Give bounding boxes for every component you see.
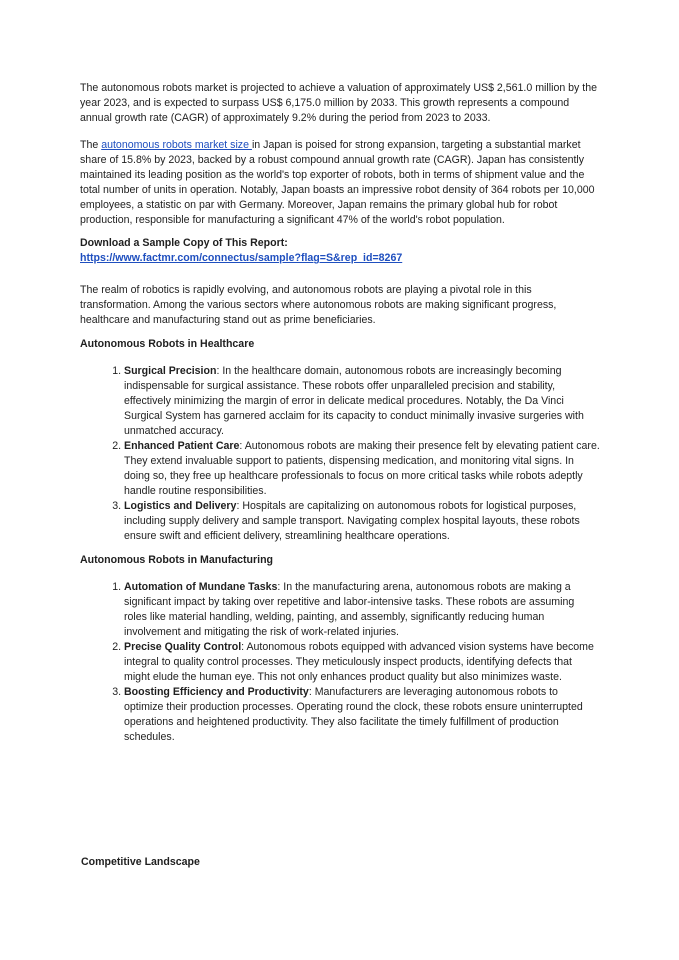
list-item-title: Logistics and Delivery xyxy=(124,500,237,512)
intro-paragraph-2-prefix: The xyxy=(80,139,102,151)
list-item xyxy=(124,499,600,544)
list-item-title: Enhanced Patient Care xyxy=(124,440,240,452)
download-sample-label: Download a Sample Copy of This Report: xyxy=(80,237,288,249)
intro-paragraph-2-text: in Japan is poised for strong expansion, targeting a substantial market share of 15.8% by 2023, backed by a robust compound annual growth rate (CAGR). Japan has consistently maintained its leading position as the world's top exporter of robots, both in terms of shipment value and the total number of units in operation. Notably, Japan boasts an impressive robot density of 364 robots per 10,000 employees, a statistic on par with Germany. Moreover, Japan remains the primary global hub for robot production, responsible for manufacturing a significant 47% of the world's robot population. xyxy=(80,139,595,226)
manufacturing-heading: Autonomous Robots in Manufacturing xyxy=(80,554,274,566)
list-item xyxy=(124,640,600,685)
list-item-text: : Manufacturers are leveraging autonomous robots to optimize their production processes. Operating round the clock, these robots ensure uninterrupted operations and heightened productivity. They also facilitate the timely fulfillment of production schedules. xyxy=(124,686,583,743)
healthcare-heading: Autonomous Robots in Healthcare xyxy=(80,338,255,350)
list-item-title: Automation of Mundane Tasks xyxy=(124,581,278,593)
list-item-text: : Hospitals are capitalizing on autonomous robots for logistical purposes, including supply delivery and sample transport. Navigating complex hospital layouts, these robots ensure swift and efficient delivery, streamlining healthcare operations. xyxy=(124,500,580,542)
list-item-title: Precise Quality Control xyxy=(124,641,242,653)
healthcare-list xyxy=(80,364,600,544)
list-item-text: : In the healthcare domain, autonomous robots are increasingly becoming indispensable for surgical assistance. These robots offer unparalleled precision and stability, effectively minimizing the margin of error in delicate medical procedures. Notably, the Da Vinci Surgical System has garnered acclaim for its capacity to conduct minimally invasive surgeries with unmatched accuracy. xyxy=(124,365,584,437)
list-item xyxy=(124,685,600,745)
list-item-text: : In the manufacturing arena, autonomous robots are making a significant impact by taking over repetitive and labor-intensive tasks. These robots are assuming roles like material handling, welding, painting, and assembly, significantly reducing human involvement and mitigating the risk of work-related injuries. xyxy=(124,581,575,638)
list-item xyxy=(124,580,600,640)
competitive-landscape-heading: Competitive Landscape xyxy=(81,856,200,868)
list-item-text: : Autonomous robots are making their presence felt by elevating patient care. They extend invaluable support to patients, dispensing medication, and monitoring vital signs. In doing so, they free up healthcare professionals to focus on more critical tasks while robots adeptly handle routine responsibilities. xyxy=(124,440,600,497)
intro-paragraph-1: The autonomous robots market is projected to achieve a valuation of approximately US$ 2,561.0 million by the year 2023, and is expected to surpass US$ 6,175.0 million by 2033. This growth represents a compound annual growth rate (CAGR) of approximately 9.2% during the period from 2023 to 2033. xyxy=(80,82,598,124)
intro-paragraph-2 xyxy=(80,138,600,228)
list-item-title: Boosting Efficiency and Productivity xyxy=(124,686,309,698)
list-item-text: : Autonomous robots equipped with advanced vision systems have become integral to quality control processes. They meticulously inspect products, identifying defects that might elude the human eye. This not only enhances product quality but also minimizes waste. xyxy=(124,641,594,683)
list-item-title: Surgical Precision xyxy=(124,365,217,377)
list-item xyxy=(124,364,600,439)
market-size-link[interactable]: autonomous robots market size xyxy=(101,139,252,151)
download-sample-link[interactable]: https://www.factmr.com/connectus/sample?flag=S&rep_id=8267 xyxy=(80,252,403,264)
robotics-intro-paragraph: The realm of robotics is rapidly evolving, and autonomous robots are playing a pivotal role in this transformation. Among the various sectors where autonomous robots are making significant progress, healthcare and manufacturing stand out as prime beneficiaries. xyxy=(80,284,557,326)
list-item xyxy=(124,439,600,499)
document-body xyxy=(80,81,600,754)
manufacturing-list xyxy=(80,580,600,745)
